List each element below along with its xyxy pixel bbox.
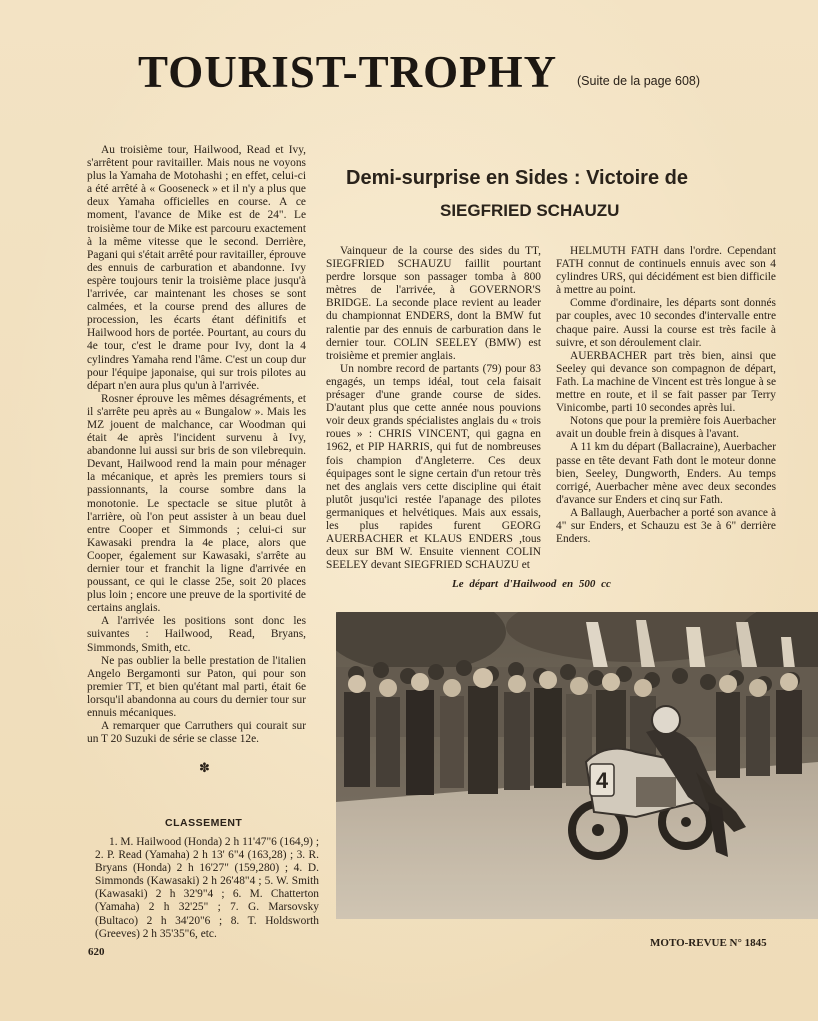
paragraph: A remarquer que Carruthers qui courait sur un T 20 Suzuki de série se classe 12e. (87, 720, 306, 746)
paragraph: Notons que pour la première fois Auerbacher avait un double frein à disques à l'avant. (556, 415, 776, 441)
page-title: TOURIST-TROPHY (138, 47, 558, 97)
sidecar-headline-name: SIEGFRIED SCHAUZU (440, 201, 620, 220)
paragraph: Comme d'ordinaire, les départs sont donnés par couples, avec 10 secondes d'intervalle entre chaque paire. Aussi la course est très facile à suivre, et son déroulement clair. (556, 297, 776, 349)
section-separator-icon: ✽ (199, 760, 210, 775)
magazine-issue: MOTO-REVUE N° 1845 (650, 937, 767, 949)
paragraph: A 11 km du départ (Ballacraine), Auerbacher passe en tête devant Fath dont le moteur donne bien, Seeley, Dungworth, Enders. Au temps corrigé, Auerbacher mène avec deux secondes d'avance sur Enders et cinq sur Fath. (556, 441, 776, 506)
race-number: 4 (595, 768, 609, 793)
results-text: 1. M. Hailwood (Honda) 2 h 11'47"6 (164,9) ; 2. P. Read (Yamaha) 2 h 13' 6"4 (163,28) ; 3. R. Bryans (Honda) 2 h 16'27" (159,280) ; 4. D. Simmonds (Kawasaki) 2 h 26'48"4 ; 5. W. Smith (Kawasaki) 2 h 32'9"4 ; 6. M. Chatterton (Yamaha) 2 h 32'25" ; 7. G. Marsovsky (Bultaco) 2 h 34'20"6 ; 8. T. Holdsworth (Greeves) 2 h 35'35"6, etc. (95, 836, 319, 940)
page-number: 620 (88, 946, 105, 958)
race-start-photo (336, 612, 818, 919)
photo-caption: Le départ d'Hailwood en 500 cc (452, 578, 611, 590)
paragraph: AUERBACHER part très bien, ainsi que Seeley qui devance son compagnon de départ, Fath. La machine de Vincent est très longue à se mettre en route, et il se fait passer par Terry Vinicombe, parti 10 secondes après lui. (556, 349, 776, 415)
paragraph: A l'arrivée les positions sont donc les suivantes : Hailwood, Read, Bryans, Simmonds, Smith, etc. (87, 615, 306, 654)
paragraph: Rosner éprouve les mêmes désagréments, et il s'arrête peu après au « Bungalow ». Mais les MZ jouent de malchance, car Woodman qui était 4e après l'incident survenu à Ivy, abandonne lui aussi sur bris de son vilebrequin. Devant, Hailwood rend la main pour ménager la mécanique, et après les premiers tours si passionnants, la course sombre dans la monotonie. Le spectacle se situe plutôt à l'arrière, où l'on peut assister à un beau duel entre Cooper et Simmonds ; celui-ci sur Kawasaki prendra la 4e place, alors que Cooper, également sur Kawasaki, s'arrête au dernier tour et franchit la ligne d'arrivée en poussant, ce qui le classe 25e, soit 20 places plus loin ; encore une preuve de la sportivité de certains anglais. (87, 392, 306, 615)
paragraph: Au troisième tour, Hailwood, Read et Ivy, s'arrêtent pour ravitailler. Mais nous ne voyons plus la Yamaha de Motohashi ; en effet, celui-ci a été arrêté à « Gooseneck » et il n'y a plus que deux Yamaha officielles en course. A ce moment, l'avance de Mike est de 24". Le troisième tour de Mike est parcouru exactement à la même vitesse que le second. Derrière, Pagani qui s'était arrêté pour ravitailler, éprouve des ennuis de carburation et abandonne. Ivy espère toujours tenir la troisième place jusqu'à l'arrivée, car maintenant les choses se sont calmées, et la course prend des allures de procession, les écarts étant définitifs et Hailwood hors de portée. Pourtant, au cours du 4e tour, c'est le drame pour Ivy, dont la 4 cylindres Yamaha rend l'âme. C'est un coup dur pour l'équipe japonaise, qui sur trois pilotes au départ n'en aura plus qu'un à l'arrivée. (87, 144, 306, 392)
paragraph: A Ballaugh, Auerbacher a porté son avance à 4" sur Enders, et Schauzu est 3e à 6" derrière Enders. (556, 506, 776, 546)
photo-illustration (336, 612, 818, 919)
paragraph: Vainqueur de la course des sides du TT, SIEGFRIED SCHAUZU faillit pourtant perdre lorsque son passager tomba à 800 mètres de l'arrivée, à GOVERNOR'S BRIDGE. La seconde place revient au leader du championnat ENDERS, dont la BMW fut ralentie par des ennuis de carburation dans le dernier tour. COLIN SEELEY (BMW) est troisième et premier anglais. (326, 245, 541, 362)
article-column-1 (87, 144, 306, 746)
paragraph: HELMUTH FATH dans l'ordre. Cependant FATH connut de continuels ennuis avec son 4 cylindres URS, qui décidément est bien difficile à mettre au point. (556, 245, 776, 297)
sidecar-headline: Demi-surprise en Sides : Victoire de (346, 167, 688, 189)
paragraph: Ne pas oublier la belle prestation de l'italien Angelo Bergamonti sur Paton, qui pour son premier TT, et bien qu'étant mal parti, était 6e lorsqu'il abandonna au cours du dernier tour sur ennuis mécaniques. (87, 654, 306, 720)
article-column-2 (326, 245, 541, 572)
results-heading: CLASSEMENT (165, 817, 243, 829)
article-column-3 (556, 245, 776, 546)
continued-from-note: (Suite de la page 608) (577, 74, 701, 88)
paragraph: Un nombre record de partants (79) pour 83 engagés, un temps idéal, tout cela faisait présager d'une grande course de sides. D'autant plus que cette année nous pouvions voir deux grands spécialistes anglais du « trois roues » : CHRIS VINCENT, qui gagna en 1962, et PIP HARRIS, qui fut de nombreuses fois champion d'Angleterre. Ces deux équipages sont le signe certain d'un retour très net des anglais vers cette discipline qui était plutôt jusqu'ici restée l'apanage des pilotes germaniques et helvétiques. Mais aux essais, les plus rapides furent GEORG AUERBACHER et KLAUS ENDERS ,tous deux sur BM W. Ensuite viennent COLIN SEELEY devant SIEGFRIED SCHAUZU et (326, 362, 541, 572)
